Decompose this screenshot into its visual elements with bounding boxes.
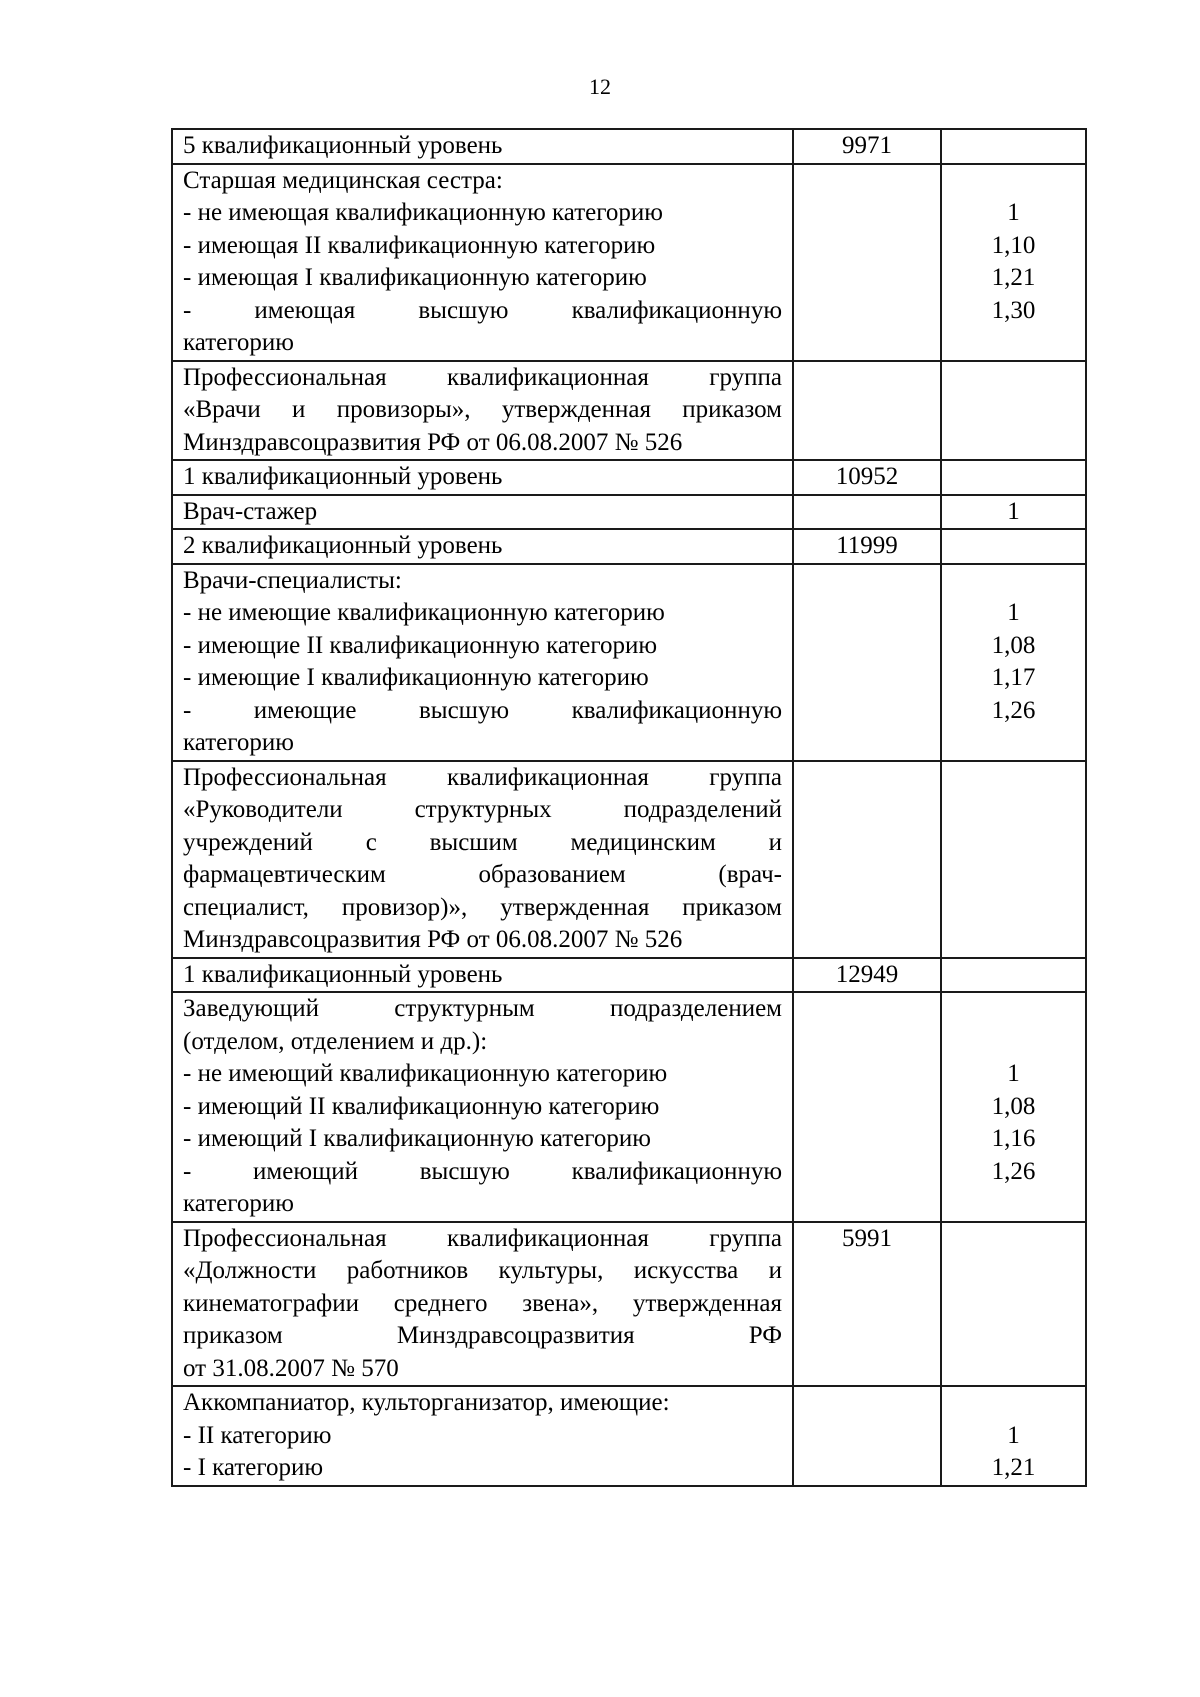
- table-row: [172, 164, 1086, 361]
- salary-cell: [793, 958, 941, 993]
- coefficient-cell: [941, 1386, 1086, 1486]
- salary-cell: [793, 164, 941, 361]
- coefficient-value: [952, 993, 1075, 1026]
- category-line: Старшая медицинская сестра:: [183, 166, 503, 194]
- coefficient-value: 1,21: [991, 1454, 1036, 1481]
- category-line: Минздравсоцразвития РФ от 06.08.2007 № 526: [183, 926, 683, 953]
- coefficient-value: [952, 1026, 1075, 1059]
- table-row: [172, 958, 1086, 993]
- category-line: учреждений с высшим медицинским и: [183, 828, 782, 856]
- category-line: «Руководители структурных подразделений: [183, 796, 782, 823]
- category-line: Профессиональная квалификационная группа: [183, 1224, 782, 1252]
- coefficient-cell: [941, 164, 1086, 361]
- category-line: Профессиональная квалификационная группа: [183, 363, 782, 391]
- category-line: от 31.08.2007 № 570: [183, 1354, 399, 1382]
- coefficient-value: 1,17: [991, 664, 1036, 691]
- category-cell: [172, 992, 793, 1222]
- category-line: - I категорию: [183, 1454, 324, 1481]
- table-row: [172, 1222, 1086, 1387]
- category-line: категорию: [183, 1190, 294, 1217]
- coefficient-value: [952, 565, 1075, 598]
- category-line: Врач-стажер: [183, 497, 318, 525]
- category-line: - не имеющий квалификационную категорию: [183, 1060, 668, 1087]
- category-line: - имеющие I квалификационную категорию: [183, 664, 649, 691]
- category-cell: [172, 495, 793, 530]
- salary-table: [171, 128, 1087, 1487]
- category-line: - II категорию: [183, 1421, 332, 1449]
- salary-cell: [793, 1222, 941, 1387]
- category-line: 5 квалификационный уровень: [183, 132, 503, 159]
- category-cell: [172, 529, 793, 564]
- salary-value: 10952: [835, 463, 899, 490]
- table-row: [172, 564, 1086, 761]
- coefficient-value: 1: [1007, 1421, 1020, 1449]
- coefficient-cell: [941, 529, 1086, 564]
- coefficient-value: 1,26: [991, 696, 1036, 724]
- category-line: - не имеющие квалификационную категорию: [183, 599, 665, 626]
- category-line: - не имеющая квалификационную категорию: [183, 199, 663, 226]
- category-line: Аккомпаниатор, культорганизатор, имеющие:: [183, 1389, 670, 1416]
- salary-value: 5991: [842, 1224, 892, 1252]
- category-line: - имеющая высшую квалификационную: [183, 296, 782, 324]
- salary-cell: [793, 129, 941, 164]
- coefficient-value: 1,16: [991, 1125, 1036, 1152]
- coefficient-value: 1,10: [991, 231, 1036, 259]
- category-line: категорию: [183, 729, 294, 756]
- table-row: [172, 529, 1086, 564]
- category-line: «Должности работников культуры, искусства и: [183, 1257, 782, 1284]
- coefficient-value: 1: [1007, 497, 1020, 525]
- table-row: [172, 129, 1086, 164]
- category-cell: [172, 361, 793, 461]
- category-line: 1 квалификационный уровень: [183, 960, 503, 988]
- category-cell: [172, 1222, 793, 1387]
- coefficient-cell: [941, 1222, 1086, 1387]
- table-row: [172, 1386, 1086, 1486]
- page-number: 12: [589, 74, 611, 99]
- category-line: Заведующий структурным подразделением: [183, 995, 782, 1022]
- salary-cell: [793, 460, 941, 495]
- salary-cell: [793, 361, 941, 461]
- coefficient-cell: [941, 564, 1086, 761]
- category-line: 2 квалификационный уровень: [183, 532, 503, 559]
- coefficient-value: 1: [1007, 599, 1020, 626]
- category-line: кинематографии среднего звена», утвержденная: [183, 1289, 782, 1317]
- table-row: [172, 361, 1086, 461]
- category-cell: [172, 761, 793, 958]
- salary-value: 9971: [842, 132, 892, 159]
- coefficient-value: 1: [1007, 199, 1020, 226]
- coefficient-value: [952, 165, 1075, 198]
- category-line: - имеющий I квалификационную категорию: [183, 1125, 651, 1152]
- salary-cell: [793, 529, 941, 564]
- category-line: «Врачи и провизоры», утвержденная приказом: [183, 396, 782, 423]
- category-line: фармацевтическим образованием (врач-: [183, 861, 782, 888]
- coefficient-value: [952, 1387, 1075, 1420]
- category-line: - имеющие II квалификационную категорию: [183, 631, 658, 659]
- table-row: [172, 761, 1086, 958]
- category-line: - имеющий II квалификационную категорию: [183, 1092, 660, 1120]
- coefficient-cell: [941, 460, 1086, 495]
- coefficient-value: 1,21: [991, 264, 1036, 291]
- category-line: - имеющие высшую квалификационную: [183, 696, 782, 724]
- salary-cell: [793, 1386, 941, 1486]
- category-line: Врачи-специалисты:: [183, 566, 402, 594]
- table-row: [172, 495, 1086, 530]
- coefficient-cell: [941, 992, 1086, 1222]
- category-line: Минздравсоцразвития РФ от 06.08.2007 № 526: [183, 428, 683, 456]
- salary-cell: [793, 992, 941, 1222]
- coefficient-cell: [941, 761, 1086, 958]
- category-line: - имеющая II квалификационную категорию: [183, 231, 656, 259]
- category-line: (отделом, отделением и др.):: [183, 1027, 488, 1055]
- coefficient-value: 1: [1007, 1060, 1020, 1087]
- category-line: - имеющая I квалификационную категорию: [183, 264, 647, 291]
- table-row: [172, 460, 1086, 495]
- category-cell: [172, 460, 793, 495]
- coefficient-cell: [941, 129, 1086, 164]
- category-line: специалист, провизор)», утвержденная приказом: [183, 893, 782, 921]
- category-line: категорию: [183, 329, 294, 356]
- coefficient-cell: [941, 495, 1086, 530]
- category-cell: [172, 958, 793, 993]
- salary-value: 11999: [836, 532, 898, 559]
- salary-value: 12949: [835, 960, 899, 988]
- category-line: Профессиональная квалификационная группа: [183, 763, 782, 791]
- category-line: приказом Минздравсоцразвития РФ: [183, 1322, 782, 1349]
- table-row: [172, 992, 1086, 1222]
- coefficient-cell: [941, 361, 1086, 461]
- category-cell: [172, 1386, 793, 1486]
- coefficient-value: 1,08: [991, 1092, 1036, 1120]
- category-line: 1 квалификационный уровень: [183, 463, 503, 490]
- coefficient-cell: [941, 958, 1086, 993]
- category-cell: [172, 129, 793, 164]
- salary-cell: [793, 495, 941, 530]
- coefficient-value: 1,08: [991, 631, 1036, 659]
- coefficient-value: 1,30: [991, 296, 1036, 324]
- salary-cell: [793, 761, 941, 958]
- category-line: - имеющий высшую квалификационную: [183, 1157, 782, 1185]
- coefficient-value: 1,26: [991, 1157, 1036, 1185]
- salary-cell: [793, 564, 941, 761]
- category-cell: [172, 164, 793, 361]
- category-cell: [172, 564, 793, 761]
